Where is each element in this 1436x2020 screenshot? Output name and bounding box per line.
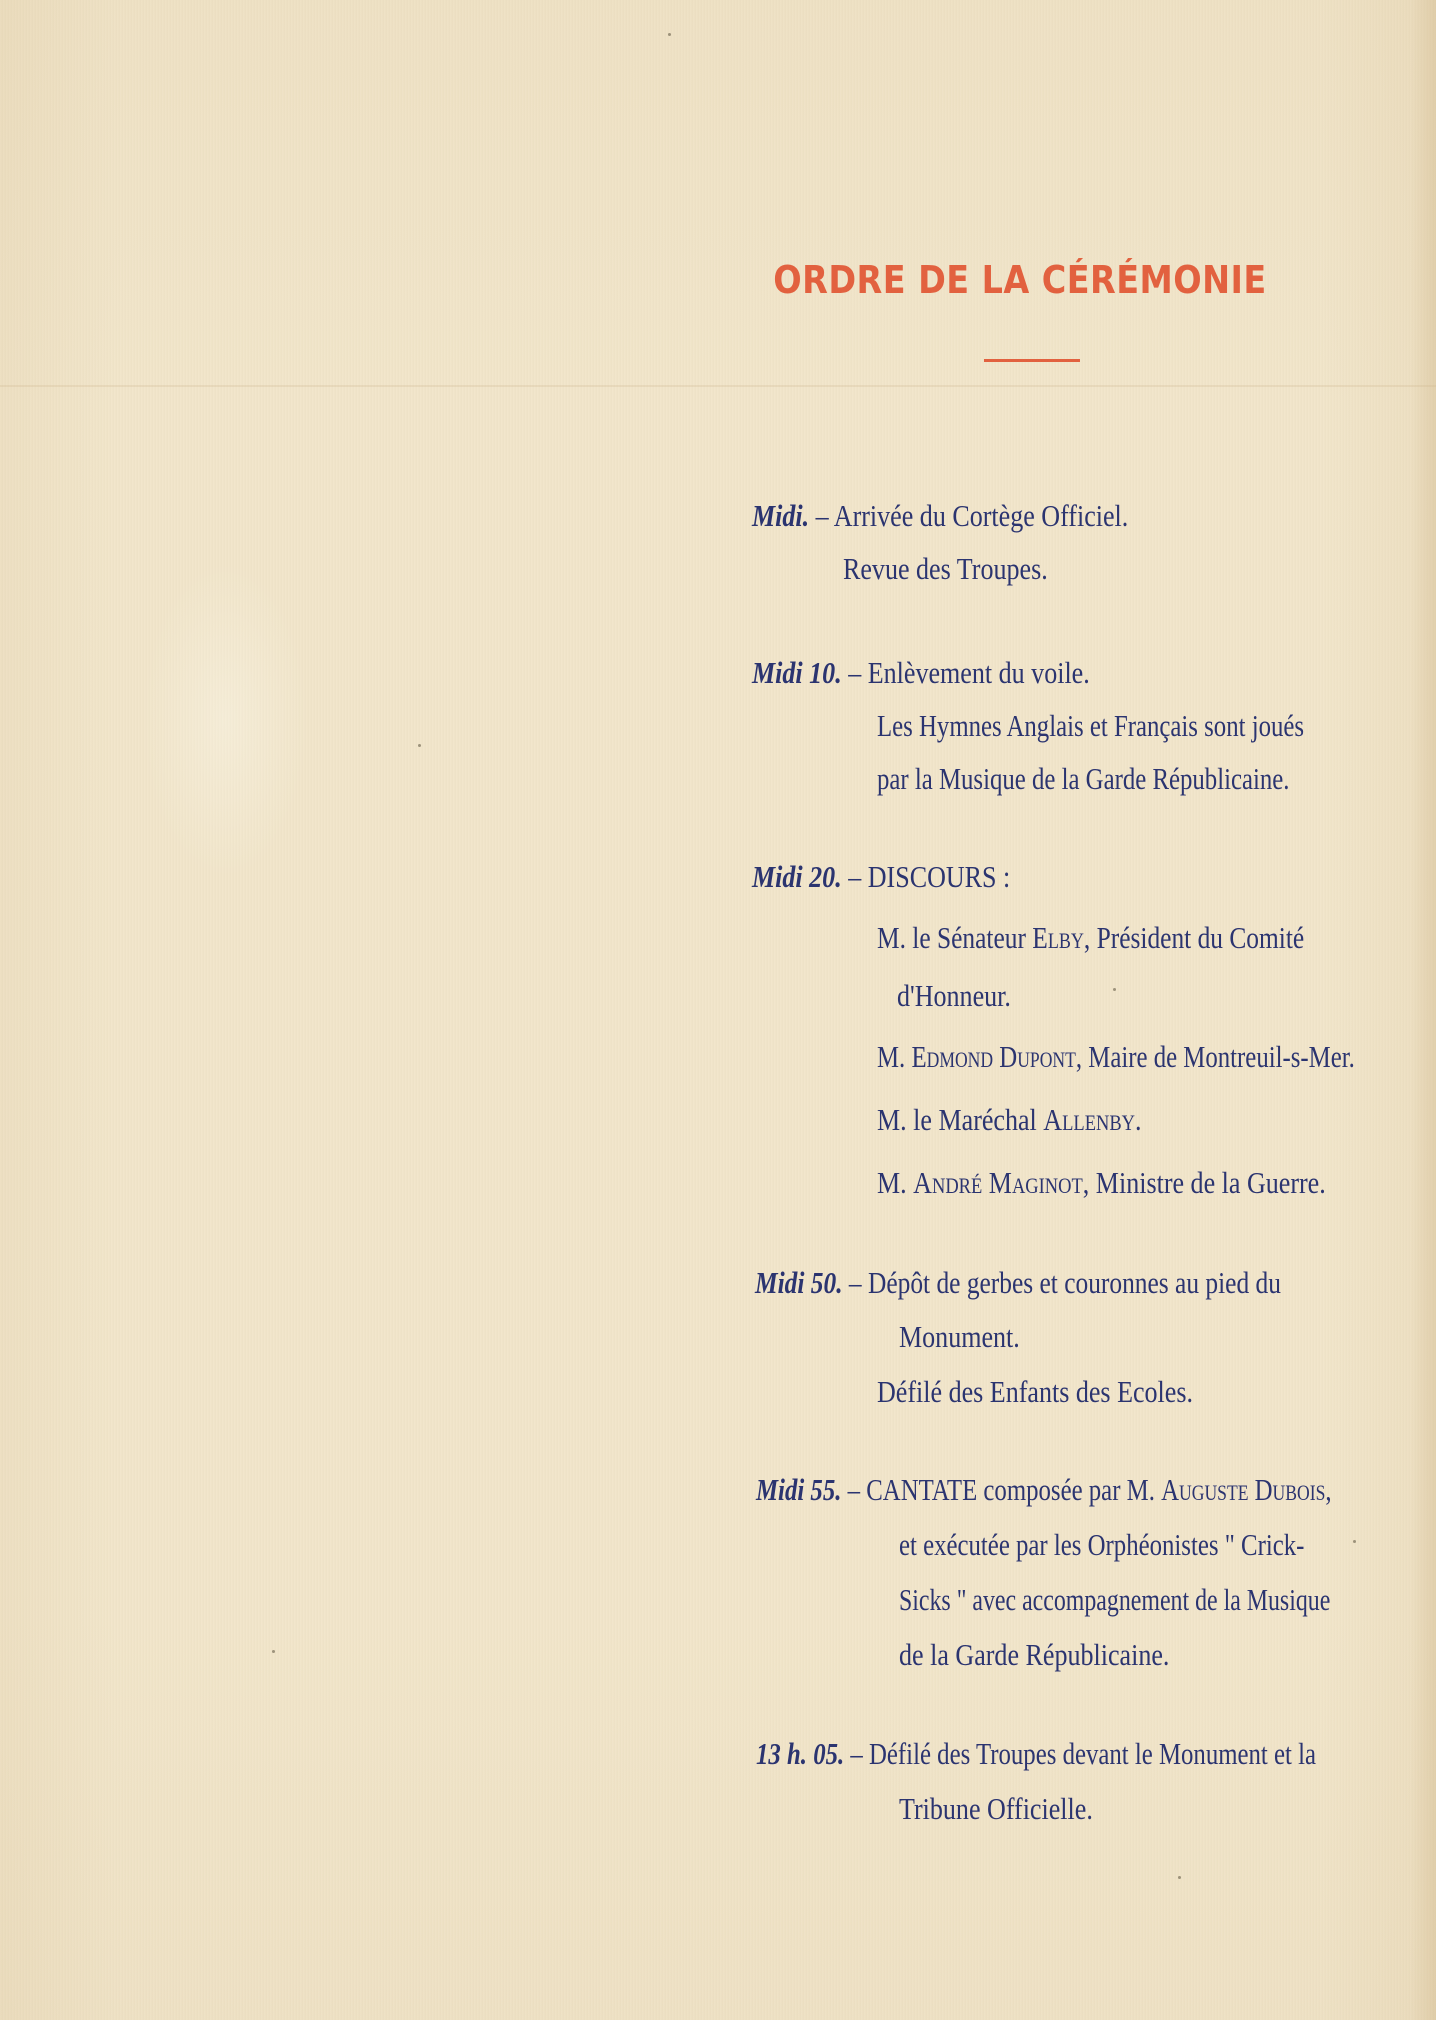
schedule-line: Dépôt de gerbes et couronnes au pied du <box>867 1265 1281 1300</box>
schedule-line: Arrivée du Cortège Officiel. <box>833 498 1129 533</box>
speaker-prefix: M. le Maréchal <box>877 1102 1044 1137</box>
schedule-item-13h05 <box>756 1734 1316 1774</box>
page-title: ORDRE DE LA CÉRÉMONIE <box>773 258 1267 302</box>
speaker-line <box>877 1100 1142 1140</box>
schedule-time: 13 h. 05. <box>756 1736 845 1771</box>
schedule-line: CANTATE composée par M. <box>866 1472 1162 1507</box>
schedule-time: Midi 20. <box>752 859 842 894</box>
schedule-line: et exécutée par les Orphéonistes " Crick- <box>899 1527 1305 1562</box>
composer-name: Auguste Dubois <box>1161 1472 1326 1507</box>
schedule-time: Midi 55. <box>756 1472 842 1507</box>
schedule-time: Midi 10. <box>752 655 842 690</box>
paper-speck <box>1113 988 1116 991</box>
title-underline-rule <box>984 359 1080 362</box>
schedule-line: Tribune Officielle. <box>899 1791 1093 1826</box>
speaker-line <box>877 1037 1355 1077</box>
speaker-name: Allenby <box>1043 1102 1135 1137</box>
schedule-time: Midi 50. <box>755 1265 843 1300</box>
schedule-dash: – <box>815 498 829 533</box>
schedule-dash: – <box>848 859 862 894</box>
paper-speck <box>272 1650 275 1653</box>
schedule-item-midi-55 <box>756 1470 1332 1510</box>
schedule-line: Sicks " avec accompagnement de la Musique <box>899 1582 1331 1617</box>
schedule-item-midi-50 <box>755 1263 1281 1303</box>
speaker-name: André Maginot <box>913 1165 1083 1200</box>
speaker-prefix: M. <box>877 1039 912 1074</box>
paper-speck <box>418 744 421 747</box>
schedule-time: Midi. <box>752 498 810 533</box>
schedule-line: DISCOURS : <box>867 859 1011 894</box>
schedule-dash: – <box>848 655 862 690</box>
speaker-line <box>877 1163 1326 1203</box>
paper-speck <box>1178 1876 1181 1879</box>
speaker-prefix: M. <box>877 1165 914 1200</box>
speaker-name: Edmond Dupont <box>911 1039 1076 1074</box>
speaker-name: Elby <box>1032 920 1084 955</box>
schedule-dash: – <box>848 1265 862 1300</box>
schedule-item-midi-20 <box>752 857 1010 897</box>
schedule-line: de la Garde Républicaine. <box>899 1637 1170 1672</box>
schedule-item-midi-10 <box>752 653 1090 693</box>
speaker-line-continued: d'Honneur. <box>897 978 1011 1013</box>
speaker-title: , Président du Comité <box>1083 920 1305 955</box>
speaker-prefix: M. le Sénateur <box>877 920 1033 955</box>
paper-fold-line <box>0 385 1436 387</box>
speaker-title: , Ministre de la Guerre. <box>1082 1165 1326 1200</box>
schedule-line: par la Musique de la Garde Républicaine. <box>877 761 1290 796</box>
schedule-item-midi <box>752 496 1128 536</box>
speaker-title: . <box>1134 1102 1142 1137</box>
schedule-line: Enlèvement du voile. <box>867 655 1090 690</box>
paper-speck <box>668 33 671 36</box>
speaker-title: , Maire de Montreuil-s-Mer. <box>1075 1039 1355 1074</box>
schedule-line: Défilé des Troupes devant le Monument et la <box>869 1736 1317 1771</box>
schedule-line: Les Hymnes Anglais et Français sont joués <box>877 708 1305 743</box>
schedule-dash: – <box>847 1472 861 1507</box>
paper-speck <box>1353 1540 1356 1543</box>
schedule-dash: – <box>850 1736 863 1771</box>
embossed-seal <box>140 560 310 880</box>
schedule-line: Défilé des Enfants des Ecoles. <box>877 1374 1193 1409</box>
schedule-line: Monument. <box>899 1319 1020 1354</box>
schedule-line: , <box>1325 1472 1332 1507</box>
schedule-line: Revue des Troupes. <box>843 551 1048 586</box>
speaker-line <box>877 918 1304 958</box>
paper-edge-shadow <box>1410 0 1436 2020</box>
